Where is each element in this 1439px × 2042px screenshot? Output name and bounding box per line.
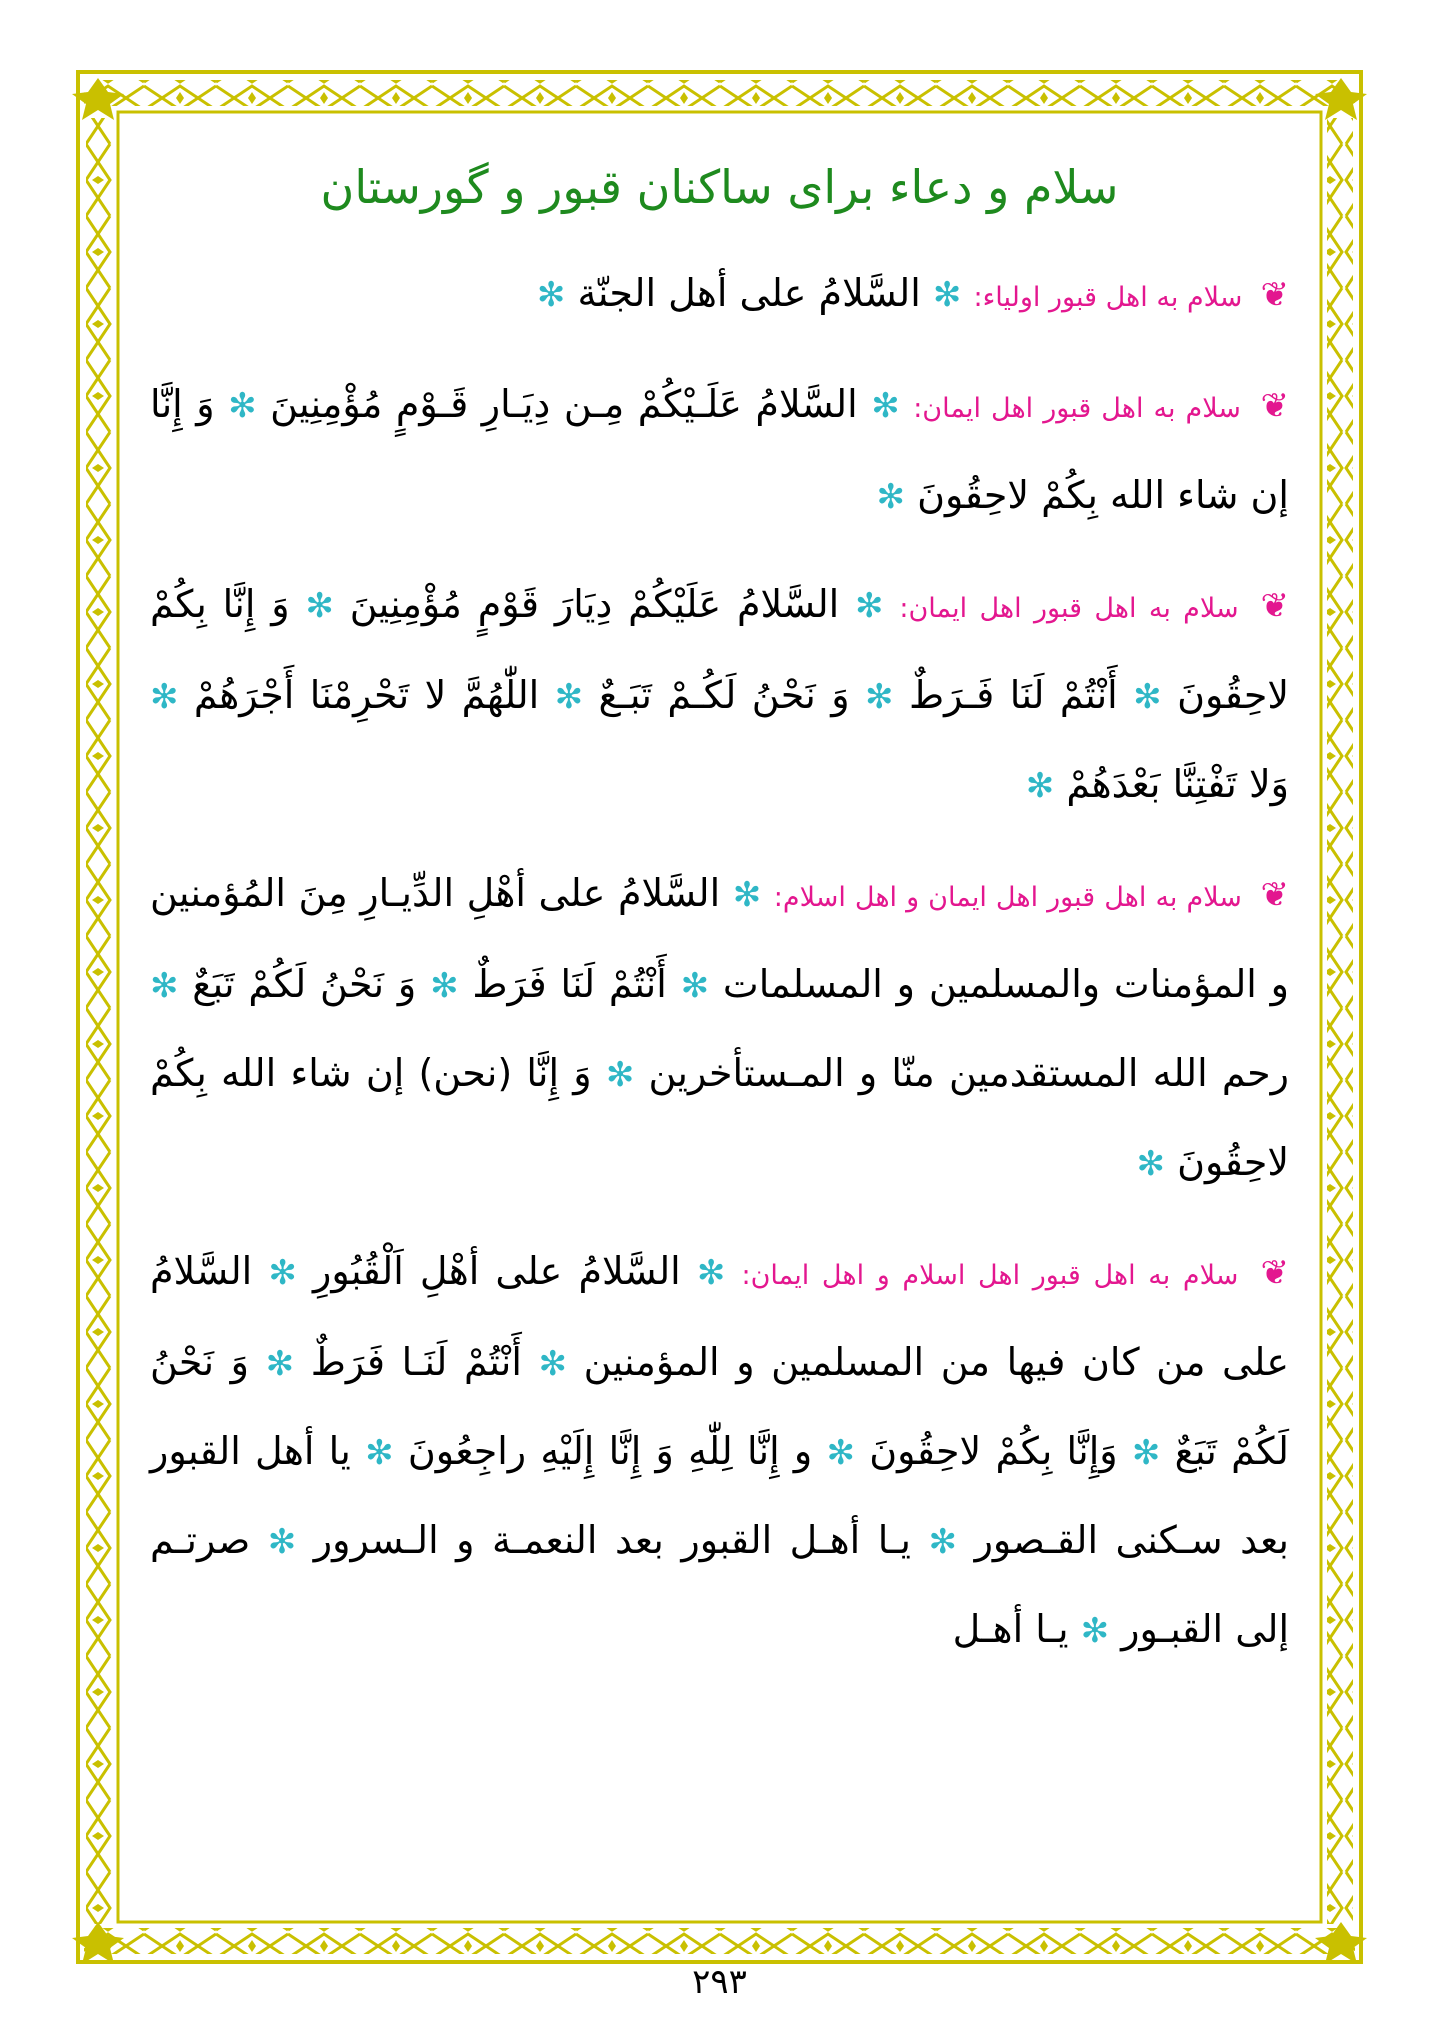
- asterisk-icon: ✻: [605, 1055, 635, 1095]
- asterisk-icon: ✻: [732, 875, 762, 915]
- asterisk-icon: ✻: [265, 1344, 295, 1384]
- leaf-icon: ❦: [1260, 586, 1289, 626]
- leaf-icon: ❦: [1260, 386, 1289, 426]
- asterisk-icon: ✻: [865, 677, 894, 717]
- asterisk-icon: ✻: [1133, 677, 1162, 717]
- paragraph: [150, 1228, 1289, 1675]
- asterisk-icon: ✻: [538, 1344, 568, 1384]
- asterisk-icon: ✻: [855, 586, 884, 626]
- leaf-icon: ❦: [1260, 275, 1289, 315]
- asterisk-icon: ✻: [928, 1522, 958, 1562]
- paragraph-text: السَّلامُ عَلَـيْكُمْ مِـن دِيَـارِ قَـوْمٍ مُؤْمِنِينَ ✻ وَ إِنَّا إن شاء الله بِكُمْ لاحِقُونَ: [150, 382, 1289, 517]
- paragraph-label: سلام به اهل قبور اهل اسلام و اهل ایمان:: [741, 1260, 1239, 1291]
- asterisk-icon: ✻: [536, 275, 566, 315]
- asterisk-icon: ✻: [150, 677, 179, 717]
- asterisk-icon: ✻: [267, 1522, 297, 1562]
- asterisk-icon: ✻: [932, 275, 962, 315]
- asterisk-icon: ✻: [305, 586, 334, 626]
- asterisk-icon: ✻: [430, 966, 459, 1006]
- paragraph-text: السَّلامُ على أهْلِ اَلْقُبُورِ ✻ السَّلامُ على من كان فيها من المسلمين و المؤمنين ✻ أَنْتُمْ لَنَـا فَرَطٌ ✻ وَ نَحْنُ لَكُمْ تَبَعٌ ✻ وَإِنَّا بِكُمْ لاحِقُونَ ✻ و إِنَّا لِلّٰهِ وَ إِنَّا إِلَيْهِ راجِعُونَ ✻ يا أهل القبور بعد سـكنى القـصور ✻ يـا أهـل القبور بعد النعمـة و الـسرور ✻ صرتـم إلى القبـور ✻ يـا أهـل: [150, 1249, 1290, 1651]
- asterisk-icon: ✻: [876, 477, 905, 517]
- paragraph-label: سلام به اهل قبور اهل ایمان:: [899, 593, 1239, 624]
- asterisk-icon: ✻: [680, 966, 710, 1006]
- paragraph-label: سلام به اهل قبور اهل ایمان و اهل اسلام:: [773, 882, 1242, 913]
- asterisk-icon: ✻: [871, 386, 900, 426]
- asterisk-icon: ✻: [1025, 766, 1055, 806]
- page-title: سلام و دعاء برای ساکنان قبور و گورستان: [320, 160, 1119, 214]
- paragraph-text: السَّلامُ على أهل الجنّة: [577, 271, 921, 315]
- leaf-icon: ❦: [1260, 1253, 1289, 1293]
- asterisk-icon: ✻: [826, 1433, 856, 1473]
- paragraph: [150, 561, 1289, 830]
- asterisk-icon: ✻: [150, 966, 179, 1006]
- paragraph-text: السَّلامُ عَلَيْكُمْ دِيَارَ قَوْمٍ مُؤْمِنِينَ ✻ وَ إِنَّا بِكُمْ لاحِقُونَ ✻ أَنْتُمْ لَنَا فَـرَطٌ ✻ وَ نَحْنُ لَكُـمْ تَبَـعٌ ✻ اللّٰهُمَّ لا تَحْرِمْنَا أَجْرَهُمْ ✻ وَلا تَفْتِنَّا بَعْدَهُمْ: [150, 582, 1289, 806]
- prayer-text: [150, 250, 1289, 1695]
- paragraph: [150, 361, 1289, 541]
- paragraph-label: سلام به اهل قبور اولیاء:: [973, 282, 1243, 313]
- asterisk-icon: ✻: [1080, 1611, 1110, 1651]
- paragraph: [150, 850, 1289, 1208]
- asterisk-icon: ✻: [365, 1433, 394, 1473]
- paragraph-text: السَّلامُ على أهْلِ الدِّيـارِ مِنَ المُؤمنين و المؤمنات والمسلمين و المسلمات ✻ أَنْتُمْ لَنَا فَرَطٌ ✻ وَ نَحْنُ لَكُمْ تَبَعٌ ✻ رحم الله المستقدمين منّا و المـستأخرين ✻ وَ إِنَّا (نحن) إن شاء الله بِكُمْ لاحِقُونَ: [150, 871, 1289, 1184]
- asterisk-icon: ✻: [1131, 1433, 1161, 1473]
- asterisk-icon: ✻: [554, 677, 584, 717]
- paragraph-label: سلام به اهل قبور اهل ایمان:: [913, 393, 1241, 424]
- page-number: ۲۹۳: [692, 1962, 747, 2002]
- asterisk-icon: ✻: [228, 386, 257, 426]
- leaf-icon: ❦: [1260, 875, 1289, 915]
- asterisk-icon: ✻: [1136, 1144, 1165, 1184]
- asterisk-icon: ✻: [268, 1253, 297, 1293]
- paragraph: [150, 250, 1289, 341]
- asterisk-icon: ✻: [696, 1253, 726, 1293]
